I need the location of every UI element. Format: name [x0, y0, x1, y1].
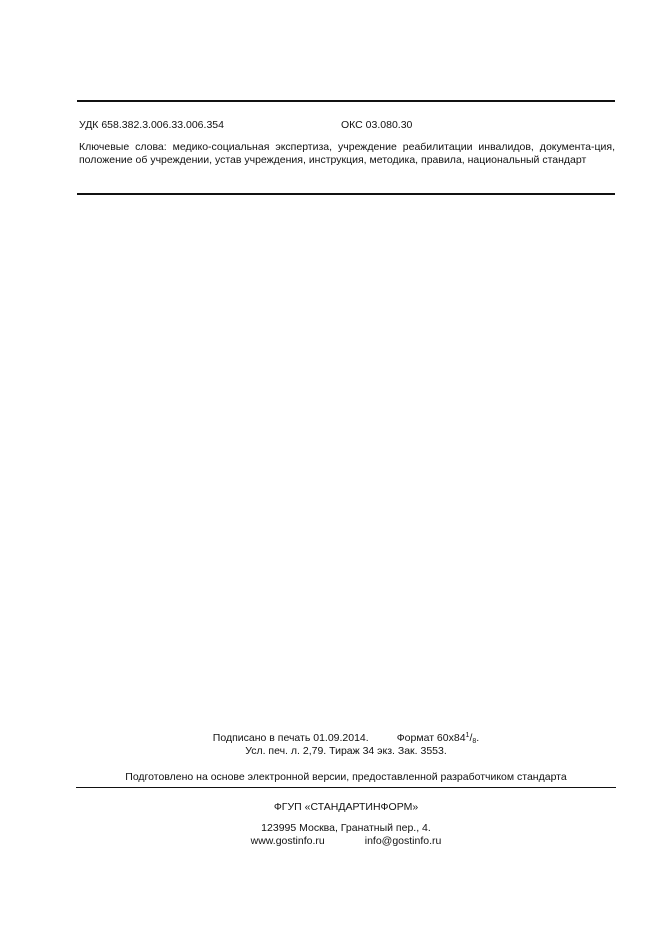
- publisher-contacts: [77, 835, 615, 847]
- publisher-address: 123995 Москва, Гранатный пер., 4.: [261, 822, 431, 834]
- oks-code: ОКС 03.080.30: [341, 119, 413, 131]
- format-text: Формат $60х84^1/_8$.: [396, 732, 480, 745]
- print-sheets-line: Усл. печ. л. 2,79. Тираж 34 экз. Зак. 3553.: [245, 745, 447, 757]
- header-bottom-rule: [77, 193, 615, 195]
- email-link[interactable]: info@gostinfo.ru: [364, 835, 442, 847]
- publisher-name: ФГУП «СТАНДАРТИНФОРМ»: [273, 801, 419, 813]
- keywords-paragraph: Ключевые слова: медико-социальная экспертиза, учреждение реабилитации инвалидов, документа-ция, положение об учреждении, устав учреждения, инструкция, методика, правила, национальный стандарт: [79, 141, 615, 166]
- prepared-note: Подготовлено на основе электронной версии, предоставленной разработчиком стандарта: [125, 771, 567, 783]
- udk-code: УДК 658.382.3.006.33.006.354: [79, 119, 224, 131]
- website-link[interactable]: www.gostinfo.ru: [250, 835, 325, 847]
- classification-line: [79, 119, 615, 133]
- imprint-divider: [76, 787, 616, 788]
- signed-date: Подписано в печать 01.09.2014.: [212, 732, 369, 744]
- top-rule: [77, 100, 615, 102]
- print-signed-line: [77, 732, 615, 745]
